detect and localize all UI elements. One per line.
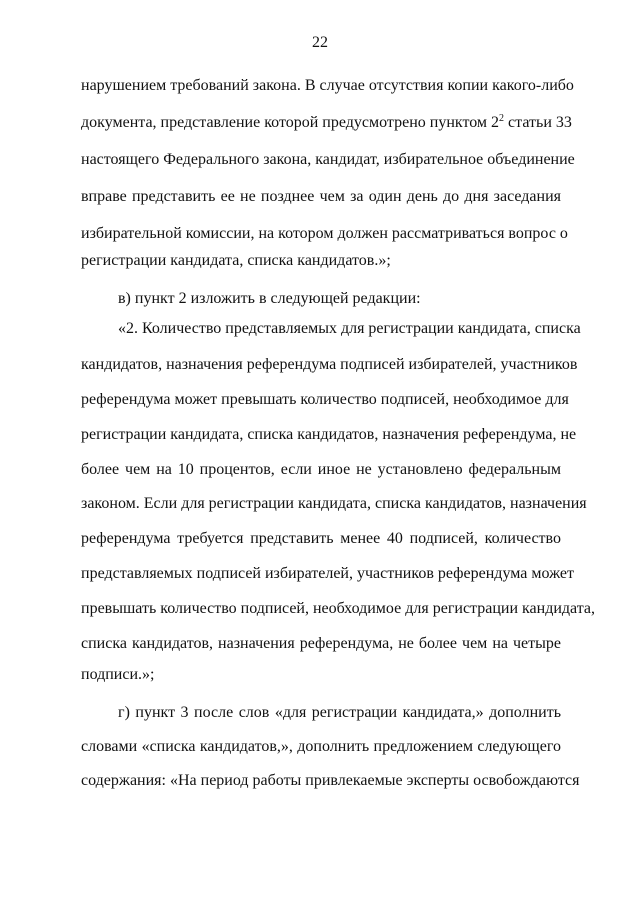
text-line: референдума требуется представить менее 40 подписей, количество: [81, 530, 561, 547]
text-line: г) пункт 3 после слов «для регистрации кандидата,» дополнить: [118, 704, 561, 721]
text-line: более чем на 10 процентов, если иное не установлено федеральным: [81, 461, 561, 478]
text-line: в) пункт 2 изложить в следующей редакции:: [118, 290, 421, 307]
text-line: регистрации кандидата, списка кандидатов, назначения референдума, не: [81, 426, 577, 443]
superscript: 2: [499, 113, 505, 124]
page-number: 22: [312, 34, 328, 51]
text-line: документа, представление которой предусмотрено пунктом $2^2$ статьи 33: [81, 113, 572, 131]
text-line: кандидатов, назначения референдума подписей избирателей, участников: [81, 356, 578, 373]
text-line: подписи.»;: [81, 666, 155, 683]
text-line: регистрации кандидата, списка кандидатов.»;: [81, 252, 391, 269]
text-line: референдума может превышать количество подписей, необходимое для: [81, 391, 569, 408]
text-line: избирательной комиссии, на котором должен рассматриваться вопрос о: [81, 225, 568, 242]
text-line: списка кандидатов, назначения референдума, не более чем на четыре: [81, 635, 561, 652]
text-line: нарушением требований закона. В случае отсутствия копии какого-либо: [81, 77, 574, 94]
text-line: словами «списка кандидатов,», дополнить предложением следующего: [81, 738, 561, 755]
text-line: «2. Количество представляемых для регистрации кандидата, списка: [118, 320, 581, 337]
text-line: содержания: «На период работы привлекаемые эксперты освобождаются: [81, 772, 580, 789]
text-line: вправе представить ее не позднее чем за один день до дня заседания: [81, 188, 561, 205]
text-line: представляемых подписей избирателей, участников референдума может: [81, 565, 575, 582]
text-line: законом. Если для регистрации кандидата, списка кандидатов, назначения: [81, 495, 587, 512]
text-line: настоящего Федерального закона, кандидат, избирательное объединение: [81, 151, 575, 168]
text-line: превышать количество подписей, необходимое для регистрации кандидата,: [81, 600, 596, 617]
